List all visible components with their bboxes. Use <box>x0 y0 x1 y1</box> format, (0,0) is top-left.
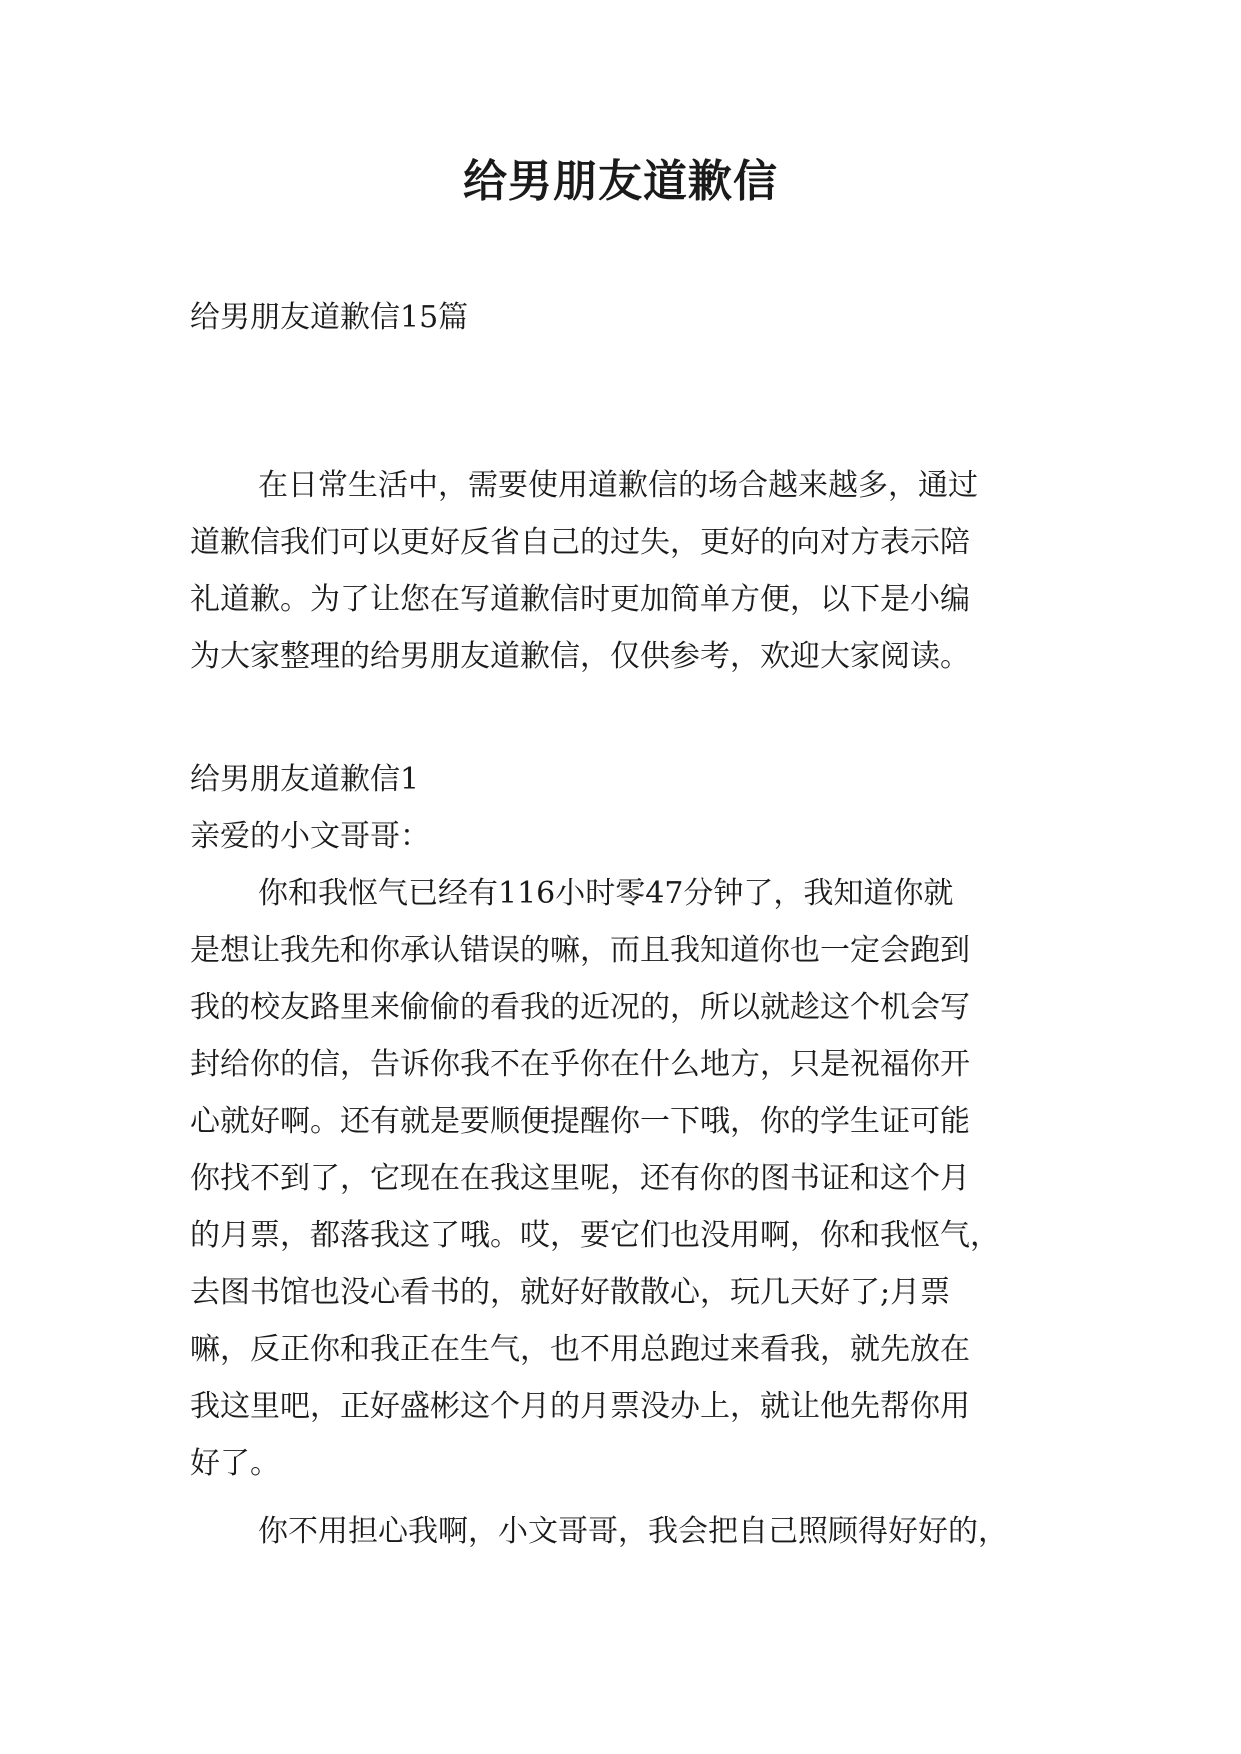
document-subtitle: 给男朋友道歉信15篇 <box>190 300 469 335</box>
body-line: 心就好啊。还有就是要顺便提醒你一下哦，你的学生证可能 <box>190 1104 970 1139</box>
body-line: 是想让我先和你承认错误的嘛，而且我知道你也一定会跑到 <box>190 933 970 968</box>
document-title: 给男朋友道歉信 <box>463 156 778 207</box>
body-line: 我的校友路里来偷偷的看我的近况的，所以就趁这个机会写 <box>190 990 970 1025</box>
body-line: 好了。 <box>190 1446 280 1481</box>
intro-line: 为大家整理的给男朋友道歉信，仅供参考，欢迎大家阅读。 <box>190 639 970 674</box>
salutation: 亲爱的小文哥哥： <box>190 819 430 854</box>
body-line: 你不用担心我啊，小文哥哥，我会把自己照顾得好好的， <box>258 1514 1008 1549</box>
section-heading: 给男朋友道歉信1 <box>190 762 420 797</box>
intro-line: 道歉信我们可以更好反省自己的过失，更好的向对方表示陪 <box>190 525 970 560</box>
body-line: 封给你的信，告诉你我不在乎你在什么地方，只是祝福你开 <box>190 1047 970 1082</box>
body-line: 嘛，反正你和我正在生气，也不用总跑过来看我，就先放在 <box>190 1332 970 1367</box>
body-line: 的月票，都落我这了哦。哎，要它们也没用啊，你和我怄气， <box>190 1218 1000 1253</box>
body-line: 去图书馆也没心看书的，就好好散散心，玩几天好了;月票 <box>190 1275 951 1310</box>
intro-line: 在日常生活中，需要使用道歉信的场合越来越多，通过 <box>258 468 978 503</box>
body-line: 我这里吧，正好盛彬这个月的月票没办上，就让他先帮你用 <box>190 1389 970 1424</box>
intro-line: 礼道歉。为了让您在写道歉信时更加简单方便，以下是小编 <box>190 582 970 617</box>
body-line: 你找不到了，它现在在我这里呢，还有你的图书证和这个月 <box>190 1161 970 1196</box>
body-line: 你和我怄气已经有116小时零47分钟了，我知道你就 <box>258 876 954 911</box>
